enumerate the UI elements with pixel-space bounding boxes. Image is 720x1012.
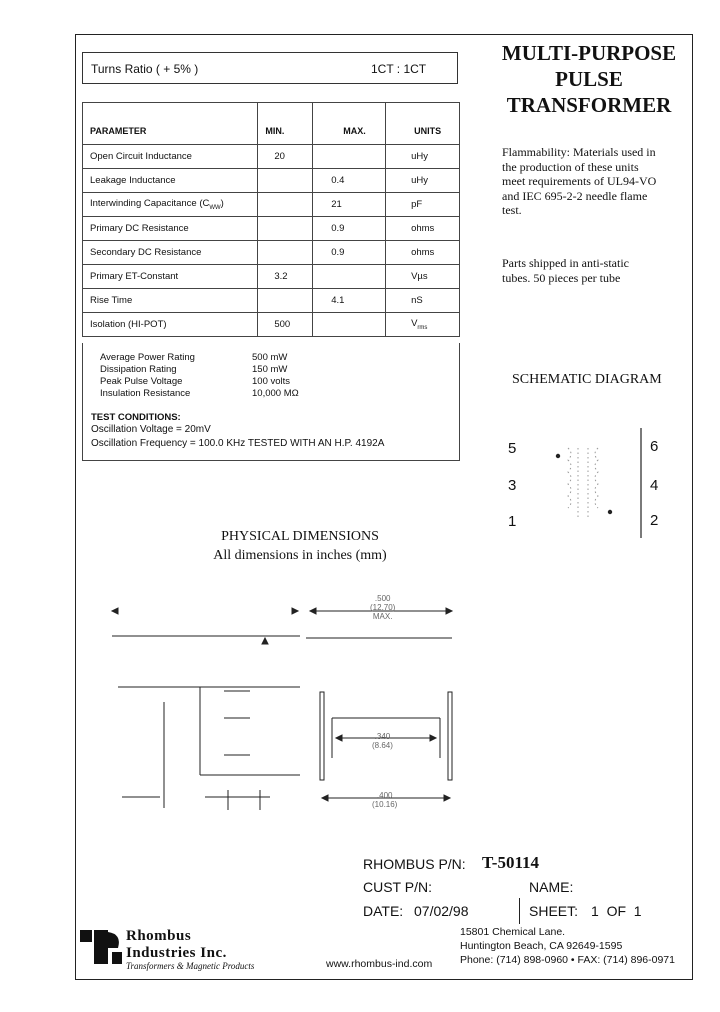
row-min: 3.2 (258, 265, 313, 289)
row-max: 21 (313, 193, 386, 217)
note-line: and IEC 695-2-2 needle flame (502, 188, 648, 203)
rating-row (100, 364, 288, 375)
spec-table (82, 102, 460, 337)
test-conditions-heading: TEST CONDITIONS: (91, 412, 181, 423)
header-min: MIN. (258, 103, 313, 145)
row-param: Primary ET-Constant (83, 265, 258, 289)
row-min (258, 169, 313, 193)
row-max (313, 265, 386, 289)
ratings-box (82, 343, 460, 461)
header-max: MAX. (313, 103, 386, 145)
phone-fax: Phone: (714) 898-0960 • FAX: (714) 896-0971 (460, 954, 675, 966)
dim-note: MAX. (372, 612, 393, 621)
row-units-sub: rms (417, 324, 428, 331)
title-line: PULSE (555, 67, 623, 91)
sheet-label: SHEET: (529, 903, 579, 919)
header-units: UNITS (386, 103, 460, 145)
row-min: 500 (258, 313, 313, 337)
pin-label: 2 (650, 512, 659, 529)
divider (519, 898, 520, 924)
rating-value: 10,000 MΩ (252, 388, 299, 399)
rating-label: Dissipation Rating (100, 364, 177, 375)
note-line: Parts shipped in anti-static (502, 256, 629, 270)
note-line: meet requirements of UL94-VO (502, 174, 657, 188)
table-row (83, 265, 460, 289)
row-units: Vµs (386, 265, 460, 289)
test-condition-line: Oscillation Frequency = 100.0 KHz TESTED WITH AN H.P. 4192A (91, 438, 385, 449)
address-line: Huntington Beach, CA 92649-1595 (460, 940, 623, 952)
table-row (83, 217, 460, 241)
row-param: Open Circuit Inductance (83, 145, 258, 169)
test-condition-line: Oscillation Voltage = 20mV (91, 424, 211, 435)
row-min (258, 241, 313, 265)
dim-value: .400 (376, 791, 393, 800)
row-param-end: ) (220, 198, 224, 210)
company-website[interactable]: www.rhombus-ind.com (326, 958, 433, 970)
table-row (83, 169, 460, 193)
shipping-note (502, 256, 682, 285)
cust-pn-label: CUST P/N: (363, 879, 432, 895)
flammability-note (502, 145, 682, 218)
company-tagline: Transformers & Magnetic Products (126, 961, 255, 971)
table-row (83, 241, 460, 265)
row-min (258, 289, 313, 313)
row-units: ohms (386, 241, 460, 265)
pin-label: 5 (508, 440, 517, 457)
turns-ratio-value: 1CT : 1CT (371, 62, 427, 76)
turns-ratio-label: Turns Ratio ( + 5% ) (91, 62, 199, 76)
date-label: DATE: (363, 903, 404, 919)
rating-label: Insulation Resistance (100, 388, 191, 399)
title-line: TRANSFORMER (506, 93, 672, 117)
dim-value: .340 (374, 732, 391, 741)
row-units: ohms (386, 217, 460, 241)
dim-value-mm: (12.70) (370, 603, 396, 612)
rating-row (100, 388, 299, 399)
dim-value-mm: (10.16) (372, 800, 398, 809)
rhombus-pn-label: RHOMBUS P/N: (363, 856, 466, 872)
row-max (313, 145, 386, 169)
row-units: pF (386, 193, 460, 217)
row-max: 0.9 (313, 241, 386, 265)
table-row (83, 145, 460, 169)
pin-label: 3 (508, 477, 517, 494)
row-units: uHy (386, 169, 460, 193)
physical-dimensions-heading (150, 527, 450, 565)
address-line: 15801 Chemical Lane. (460, 926, 566, 938)
header-parameter: PARAMETER (83, 103, 258, 145)
note-line: tubes. 50 pieces per tube (502, 270, 621, 285)
row-max: 4.1 (313, 289, 386, 313)
row-min (258, 217, 313, 241)
name-label: NAME: (529, 879, 574, 895)
pin-label: 1 (508, 513, 517, 530)
physical-title: PHYSICAL DIMENSIONS (221, 529, 379, 544)
company-name-line: Rhombus (126, 928, 192, 944)
table-row (83, 193, 460, 217)
rating-value: 100 volts (252, 376, 291, 387)
table-row (83, 289, 460, 313)
rating-row (100, 352, 288, 363)
row-param: Leakage Inductance (83, 169, 258, 193)
dim-value-mm: (8.64) (372, 741, 393, 750)
dimension-pin (372, 791, 397, 809)
schematic-title: SCHEMATIC DIAGRAM (512, 372, 662, 387)
pin-label: 4 (650, 477, 659, 494)
pin-label: 6 (650, 438, 659, 455)
turns-ratio-box (82, 52, 458, 84)
spec-table-header (83, 103, 460, 145)
row-param: Primary DC Resistance (83, 217, 258, 241)
dimension-inner (372, 732, 393, 750)
row-param: Secondary DC Resistance (83, 241, 258, 265)
row-max: 0.4 (313, 169, 386, 193)
rating-label: Peak Pulse Voltage (100, 376, 183, 387)
row-param-sub: WW (209, 204, 221, 211)
note-line: test. (502, 203, 522, 217)
row-units: uHy (386, 145, 460, 169)
rating-value: 500 mW (252, 352, 288, 363)
rhombus-pn-value: T-50114 (482, 853, 540, 872)
sheet-value: 1 OF 1 (591, 903, 642, 919)
dim-value: .500 (374, 594, 391, 603)
row-units-text: V (411, 318, 418, 330)
rating-row (100, 376, 291, 387)
row-param: Isolation (HI-POT) (83, 313, 258, 337)
row-min (258, 193, 313, 217)
row-min: 20 (258, 145, 313, 169)
note-line: Flammability: Materials used in (502, 145, 656, 159)
date-value: 07/02/98 (414, 903, 469, 919)
rhombus-logo-icon (80, 928, 124, 968)
table-row (83, 313, 460, 337)
row-units (386, 313, 460, 337)
company-name (126, 928, 227, 962)
physical-subtitle: All dimensions in inches (mm) (213, 548, 387, 563)
title-line: MULTI-PURPOSE (501, 41, 677, 65)
row-max: 0.9 (313, 217, 386, 241)
rating-label: Average Power Rating (100, 352, 195, 363)
row-param-text: Interwinding Capacitance (C (90, 198, 210, 210)
row-param (83, 193, 258, 217)
rating-value: 150 mW (252, 364, 288, 375)
product-title (497, 40, 681, 118)
row-param: Rise Time (83, 289, 258, 313)
schematic-drawing (520, 420, 660, 540)
company-name-line: Industries Inc. (126, 945, 227, 961)
row-units: nS (386, 289, 460, 313)
row-max (313, 313, 386, 337)
note-line: the production of these units (502, 159, 639, 174)
dimension-width (370, 594, 395, 621)
dimension-drawing (100, 590, 480, 820)
